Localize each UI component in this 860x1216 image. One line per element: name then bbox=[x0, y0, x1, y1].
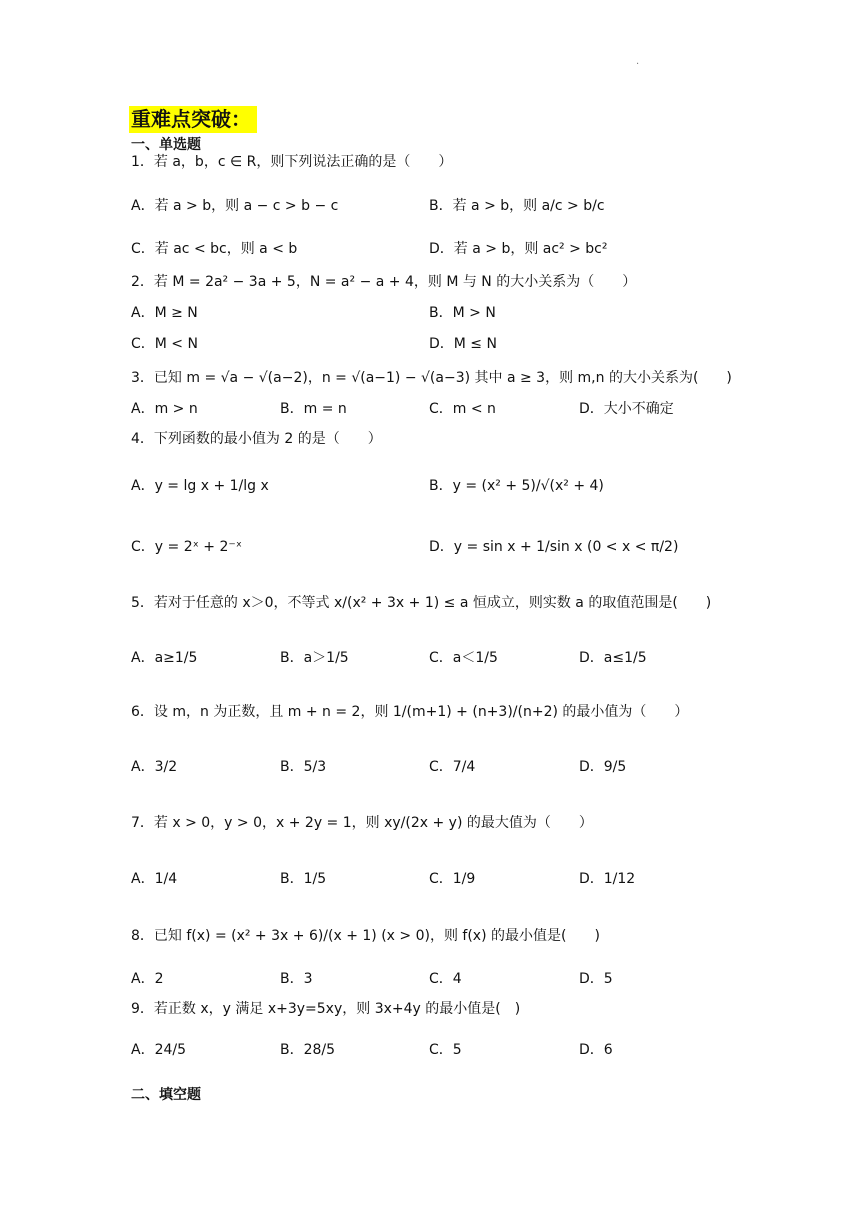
question-4-option-b: B．y = (x² + 5)/√(x² + 4) bbox=[429, 478, 604, 494]
question-7-option-a: A．1/4 bbox=[131, 871, 178, 887]
question-3-option-d: D．大小不确定 bbox=[579, 401, 674, 417]
question-8-option-c: C．4 bbox=[429, 971, 462, 987]
question-2-stem: 2．若 M = 2a² − 3a + 5，N = a² − a + 4，则 M 与 N 的大小关系为（ ） bbox=[131, 274, 637, 290]
question-9-option-b: B．28/5 bbox=[280, 1042, 336, 1058]
question-6-option-c: C．7/4 bbox=[429, 759, 476, 775]
question-6-option-b: B．5/3 bbox=[280, 759, 327, 775]
section-title: 重难点突破： bbox=[129, 106, 257, 133]
question-9-option-c: C．5 bbox=[429, 1042, 462, 1058]
question-4-option-c: C．y = 2ˣ + 2⁻ˣ bbox=[131, 539, 242, 555]
question-2-option-a: A．M ≥ N bbox=[131, 305, 198, 321]
question-1-stem: 1．若 a，b，c ∈ R，则下列说法正确的是（ ） bbox=[131, 154, 453, 170]
question-4-option-a: A．y = lg x + 1/lg x bbox=[131, 478, 269, 494]
question-1-option-d: D．若 a > b，则 ac² > bc² bbox=[429, 241, 608, 257]
question-8-option-b: B．3 bbox=[280, 971, 313, 987]
question-3-option-c: C．m < n bbox=[429, 401, 496, 417]
question-5-option-a: A．a≥1/5 bbox=[131, 650, 198, 666]
question-7-option-b: B．1/5 bbox=[280, 871, 327, 887]
question-4-stem: 4．下列函数的最小值为 2 的是（ ） bbox=[131, 431, 382, 447]
question-9-stem: 9．若正数 x，y 满足 x+3y=5xy，则 3x+4y 的最小值是( ) bbox=[131, 1001, 521, 1017]
question-7-option-c: C．1/9 bbox=[429, 871, 476, 887]
question-3-option-a: A．m > n bbox=[131, 401, 198, 417]
question-5-option-b: B．a＞1/5 bbox=[280, 650, 349, 666]
question-7-stem: 7．若 x > 0，y > 0，x + 2y = 1，则 xy/(2x + y) 的最大值为（ ） bbox=[131, 815, 593, 831]
question-5-option-d: D．a≤1/5 bbox=[579, 650, 647, 666]
question-8-stem: 8．已知 f(x) = (x² + 3x + 6)/(x + 1) (x > 0)，则 f(x) 的最小值是( ) bbox=[131, 928, 600, 944]
question-6-option-a: A．3/2 bbox=[131, 759, 178, 775]
question-7-option-d: D．1/12 bbox=[579, 871, 636, 887]
question-4-option-d: D．y = sin x + 1/sin x (0 < x < π/2) bbox=[429, 539, 679, 555]
question-6-stem: 6．设 m，n 为正数，且 m + n = 2，则 1/(m+1) + (n+3)/(n+2) 的最小值为（ ） bbox=[131, 704, 689, 720]
question-6-option-d: D．9/5 bbox=[579, 759, 627, 775]
question-5-stem: 5．若对于任意的 x＞0，不等式 x/(x² + 3x + 1) ≤ a 恒成立，则实数 a 的取值范围是( ) bbox=[131, 595, 712, 611]
question-1-option-a: A．若 a > b，则 a − c > b − c bbox=[131, 198, 339, 214]
question-2-option-c: C．M < N bbox=[131, 336, 198, 352]
question-3-stem: 3．已知 m = √a − √(a−2)，n = √(a−1) − √(a−3) 其中 a ≥ 3，则 m,n 的大小关系为( ) bbox=[131, 370, 732, 386]
question-1-option-c: C．若 ac < bc，则 a < b bbox=[131, 241, 298, 257]
question-2-option-b: B．M > N bbox=[429, 305, 496, 321]
question-8-option-d: D．5 bbox=[579, 971, 613, 987]
question-5-option-c: C．a＜1/5 bbox=[429, 650, 498, 666]
part2-heading: 二、填空题 bbox=[131, 1087, 201, 1103]
part1-heading: 一、单选题 bbox=[131, 137, 201, 153]
question-2-option-d: D．M ≤ N bbox=[429, 336, 497, 352]
question-9-option-a: A．24/5 bbox=[131, 1042, 187, 1058]
question-9-option-d: D．6 bbox=[579, 1042, 613, 1058]
page-dot: . bbox=[636, 56, 640, 67]
question-1-option-b: B．若 a > b，则 a/c > b/c bbox=[429, 198, 605, 214]
question-3-option-b: B．m = n bbox=[280, 401, 347, 417]
question-8-option-a: A．2 bbox=[131, 971, 164, 987]
